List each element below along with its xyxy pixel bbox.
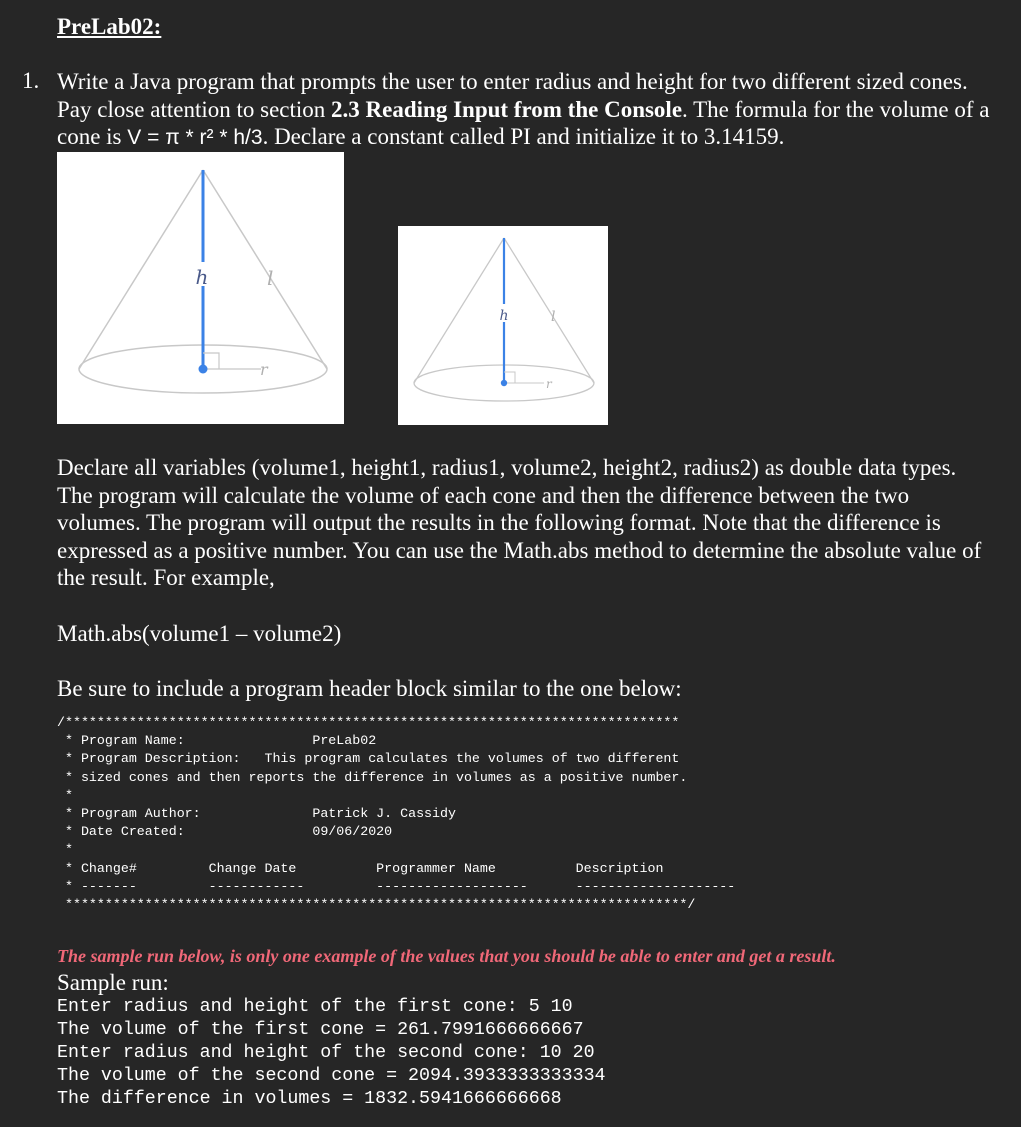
header-line: * Program Author: Patrick J. Cassidy: [57, 805, 456, 821]
variables-paragraph: Declare all variables (volume1, height1, radius1, volume2, height2, radius2) as double data types. The program will calculate the volume of each cone and then the difference between the two volumes. The program will output the results in the following format. Note that the difference is expressed as a positive number. You can use the Math.abs method to determine the absolute value of the result. For example,: [57, 455, 982, 590]
sample-run-line: The volume of the second cone = 2094.3933333333334: [57, 1066, 606, 1086]
question-number: 1.: [22, 68, 40, 93]
intro-section: 2.3 Reading Input from the Console: [331, 96, 683, 122]
sample-run-note: The sample run below, is only one example of the values that you should be able to enter and get a result.: [57, 946, 836, 966]
slant-label: l: [551, 309, 556, 325]
sample-run-output: [57, 996, 606, 1111]
page-title: PreLab02:: [57, 14, 162, 39]
header-line: * Program Name: PreLab02: [57, 733, 377, 749]
header-line: ******************************************************************************/: [57, 896, 696, 912]
program-header-block: [57, 714, 837, 914]
cone-figure-small: [398, 226, 608, 425]
cone-figure-large: [57, 152, 344, 424]
intro-text-a: Write a Java program that prompts the user to enter radius and height for two different sized cones. Pay close attention to section: [57, 69, 968, 122]
sample-run-label: Sample run:: [57, 970, 169, 995]
question-intro: [57, 68, 992, 152]
volume-formula: V = π * r² * h/3: [127, 126, 263, 149]
header-line: /*****************************************************************************: [57, 715, 680, 730]
intro-text-c: . Declare a constant called PI and initialize it to 3.14159.: [262, 124, 785, 149]
slant-label: l: [267, 266, 274, 290]
sample-run-line: The difference in volumes = 1832.5941666666668: [57, 1089, 562, 1109]
sample-run-line: The volume of the first cone = 261.7991666666667: [57, 1020, 584, 1040]
header-line: * Change# Change Date Programmer Name Description: [57, 860, 664, 876]
radius-label: r: [260, 360, 268, 379]
header-line: * Date Created: 09/06/2020: [57, 824, 393, 840]
intro-text-b: . The formula for the volume of a cone is: [57, 96, 990, 149]
header-block-intro: Be sure to include a program header block similar to the one below:: [57, 676, 682, 701]
sample-run-line: Enter radius and height of the second cone: 10 20: [57, 1043, 595, 1063]
radius-label: r: [546, 377, 552, 391]
math-abs-example: Math.abs(volume1 – volume2): [57, 621, 342, 646]
height-label: h: [499, 308, 509, 324]
header-line: * sized cones and then reports the difference in volumes as a positive number.: [57, 769, 688, 785]
header-line: *: [57, 842, 73, 858]
header-line: * Program Description: This program calculates the volumes of two different: [57, 751, 680, 767]
height-label: h: [195, 265, 209, 289]
header-line: *: [57, 787, 73, 803]
sample-run-line: Enter radius and height of the first cone: 5 10: [57, 997, 573, 1017]
header-line: * ------- ------------ ------------------- --------------------: [57, 878, 736, 894]
